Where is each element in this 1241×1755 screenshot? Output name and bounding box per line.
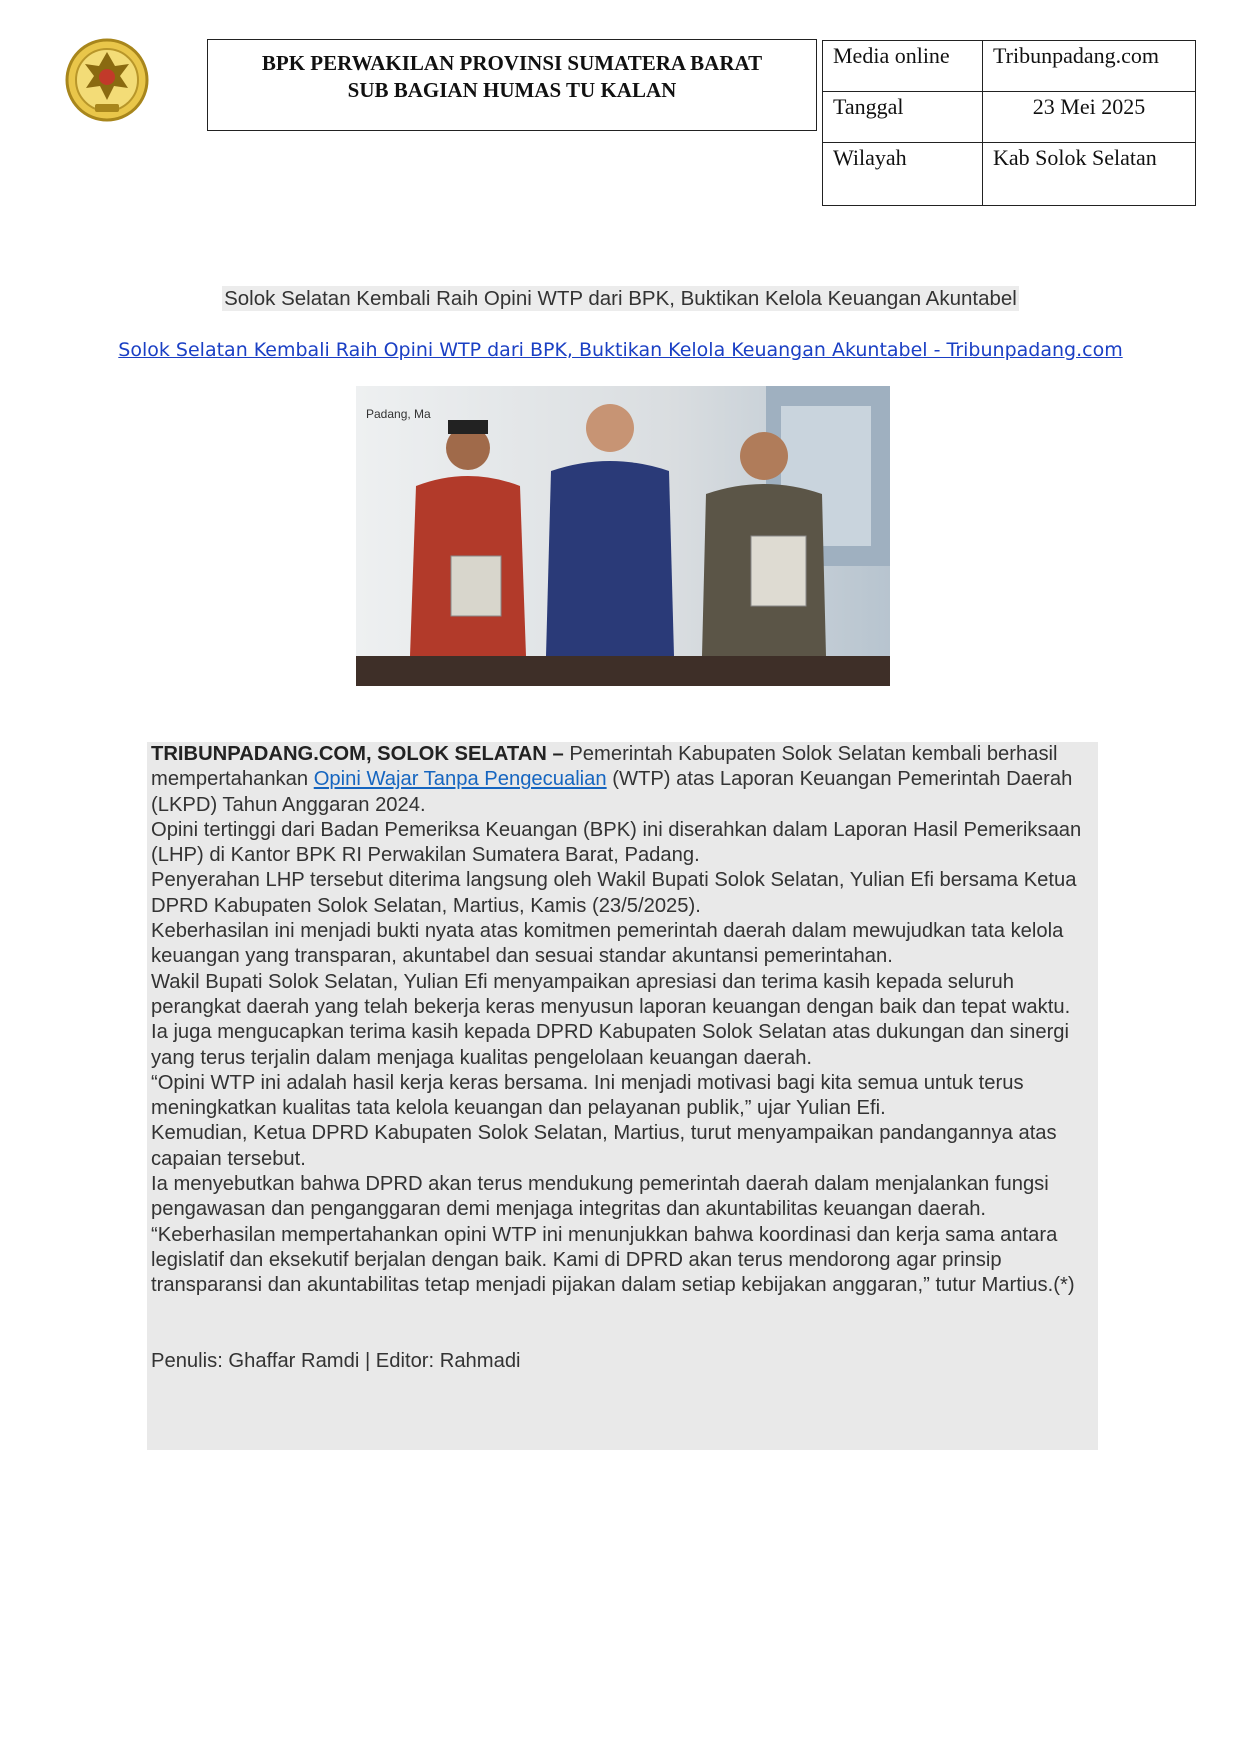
article-dateline: TRIBUNPADANG.COM, SOLOK SELATAN — [151, 743, 547, 765]
media-label: Media online — [823, 41, 983, 92]
region-value: Kab Solok Selatan — [983, 143, 1196, 206]
article-paragraph: Keberhasilan ini menjadi bukti nyata atas komitmen pemerintah daerah dalam mewujudkan tata kelola keuangan yang transparan, akuntabel dan sesuai standar akuntansi pemerintahan. — [151, 920, 1064, 968]
organization-name: BPK PERWAKILAN PROVINSI SUMATERA BARAT — [261, 51, 763, 75]
date-label: Tanggal — [823, 92, 983, 143]
media-info-table — [822, 40, 1196, 206]
article-paragraph: Penyerahan LHP tersebut diterima langsung oleh Wakil Bupati Solok Selatan, Yulian Efi bersama Ketua DPRD Kabupaten Solok Selatan, Martius, Kamis (23/5/2025). — [151, 869, 1077, 917]
spacer — [151, 1299, 1094, 1349]
paragraph-text: Pemerintah Kabupaten Solok Selatan kembali berhasil mempertahankan — [151, 743, 1058, 791]
photo-caption-text: Padang, Ma — [366, 407, 431, 421]
paragraph-text: (WTP) atas Laporan Keuangan Pemerintah Daerah (LKPD) Tahun Anggaran 2024. — [151, 768, 1073, 816]
date-value: 23 Mei 2025 — [983, 92, 1196, 143]
article-paragraph: Ia menyebutkan bahwa DPRD akan terus mendukung pemerintah daerah dalam menjalankan fungsi pengawasan dan penganggaran demi menjaga integritas dan akuntabilitas keuangan daerah. — [151, 1173, 1049, 1221]
media-info-row — [823, 92, 1196, 143]
bpk-emblem-logo — [62, 30, 152, 130]
article-paragraph: Ia juga mengucapkan terima kasih kepada DPRD Kabupaten Solok Selatan atas dukungan dan sinergi yang terus terjalin dalam menjaga kualitas pengelolaan keuangan daerah. — [151, 1021, 1070, 1069]
organization-unit: SUB BAGIAN HUMAS TU KALAN — [347, 78, 677, 102]
source-link[interactable]: Solok Selatan Kembali Raih Opini WTP dari BPK, Buktikan Kelola Keuangan Akuntabel - Tribunpadang.com — [118, 339, 1123, 361]
media-info-row — [823, 143, 1196, 206]
article-paragraph: “Keberhasilan mempertahankan opini WTP ini menunjukkan bahwa koordinasi dan kerja sama antara legislatif dan eksekutif berjalan dengan baik. Kami di DPRD akan terus mendorong agar prinsip transparansi dan akuntabilitas tetap menjadi pijakan dalam setiap kebijakan anggaran,” tutur Martius.(*) — [151, 1223, 1075, 1297]
article-paragraph: Kemudian, Ketua DPRD Kabupaten Solok Selatan, Martius, turut menyampaikan pandangannya atas capaian tersebut. — [151, 1122, 1057, 1170]
article-body — [147, 742, 1098, 1450]
article-credit: Penulis: Ghaffar Ramdi | Editor: Rahmadi — [151, 1349, 521, 1372]
article-paragraph — [151, 742, 1094, 818]
organization-header — [207, 39, 817, 131]
article-paragraph: “Opini WTP ini adalah hasil kerja keras bersama. Ini menjadi motivasi bagi kita semua untuk terus meningkatkan kualitas tata kelola keuangan dan pelayanan publik,” ujar Yulian Efi. — [151, 1071, 1024, 1120]
media-info-row — [823, 41, 1196, 92]
wtp-link[interactable]: Opini Wajar Tanpa Pengecualian — [313, 768, 607, 791]
article-headline — [0, 287, 1241, 311]
article-photo — [356, 386, 890, 686]
article-paragraph: Opini tertinggi dari Badan Pemeriksa Keuangan (BPK) ini diserahkan dalam Laporan Hasil Pemeriksaan (LHP) di Kantor BPK RI Perwakilan Sumatera Barat, Padang. — [151, 818, 1082, 867]
region-label: Wilayah — [823, 143, 983, 206]
dateline-dash: – — [546, 743, 570, 765]
article-paragraph: Wakil Bupati Solok Selatan, Yulian Efi menyampaikan apresiasi dan terima kasih kepada seluruh perangkat daerah yang telah bekerja keras menyusun laporan keuangan dengan baik dan tepat waktu. — [151, 970, 1071, 1018]
headline-text: Solok Selatan Kembali Raih Opini WTP dari BPK, Buktikan Kelola Keuangan Akuntabel — [224, 287, 1017, 310]
media-value: Tribunpadang.com — [983, 41, 1196, 92]
